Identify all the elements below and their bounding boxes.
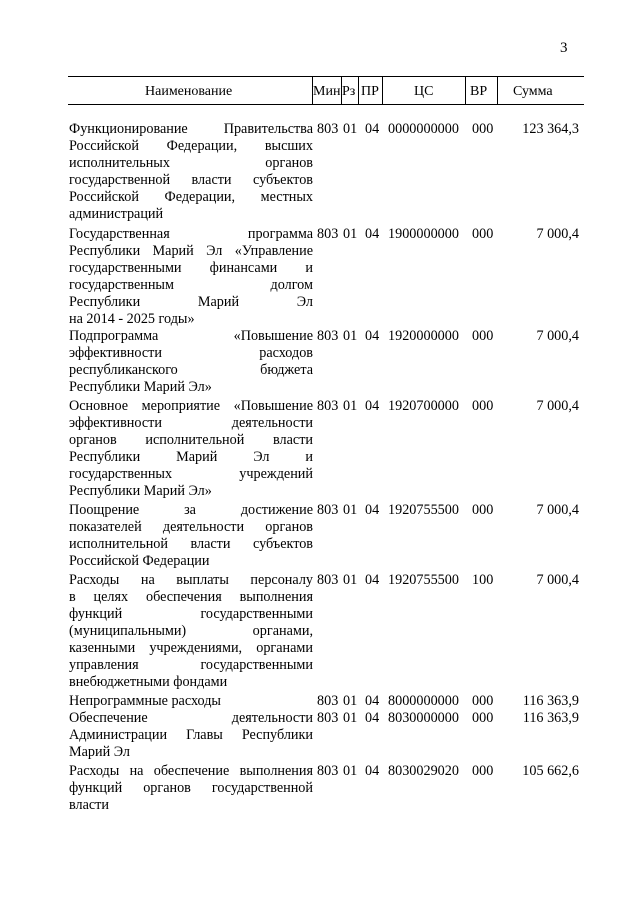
- row-name-line: государственными финансами и: [69, 260, 313, 276]
- header-sum: Сумма: [513, 84, 553, 99]
- row-vr: 100: [472, 572, 494, 588]
- row-cs: 1900000000: [388, 226, 459, 242]
- row-name-line: государственным долгом: [69, 277, 313, 293]
- row-pr: 04: [365, 710, 380, 726]
- row-min: 803: [317, 710, 339, 726]
- header-separator: [497, 76, 498, 104]
- row-name: [69, 710, 313, 761]
- row-min: 803: [317, 572, 339, 588]
- row-name-line: исполнительной власти субъектов: [69, 536, 313, 552]
- row-cs: 1920000000: [388, 328, 459, 344]
- row-cs: 8000000000: [388, 693, 459, 709]
- row-vr: 000: [472, 763, 494, 779]
- row-cs: 1920755500: [388, 502, 459, 518]
- row-pr: 04: [365, 226, 380, 242]
- row-cs: 8030000000: [388, 710, 459, 726]
- row-name-line: Основное мероприятие «Повышение: [69, 398, 313, 414]
- row-min: 803: [317, 328, 339, 344]
- row-name: [69, 398, 313, 500]
- row-name-line: Республики Марий Эл: [69, 294, 313, 310]
- header-separator: [312, 76, 313, 104]
- header-rz: Рз: [342, 84, 356, 99]
- row-sum: 7 000,4: [536, 572, 579, 588]
- row-pr: 04: [365, 121, 380, 137]
- row-name: [69, 121, 313, 223]
- row-sum: 105 662,6: [522, 763, 579, 779]
- row-name-line: Российской Федерации, местных: [69, 189, 313, 205]
- row-name-line: Непрограммные расходы: [69, 693, 221, 709]
- row-vr: 000: [472, 693, 494, 709]
- row-name-line: республиканского бюджета: [69, 362, 313, 378]
- row-rz: 01: [343, 572, 358, 588]
- row-name-line: администраций: [69, 206, 164, 222]
- row-name-line: Обеспечение деятельности: [69, 710, 313, 726]
- row-min: 803: [317, 502, 339, 518]
- row-vr: 000: [472, 710, 494, 726]
- row-name-line: казенными учреждениями, органами: [69, 640, 313, 656]
- row-name-line: Функционирование Правительства: [69, 121, 313, 137]
- row-name-line: Республики Марий Эл «Управление: [69, 243, 313, 259]
- row-pr: 04: [365, 502, 380, 518]
- table-top-rule: [68, 76, 584, 77]
- header-vr: ВР: [470, 84, 488, 99]
- row-vr: 000: [472, 502, 494, 518]
- row-min: 803: [317, 398, 339, 414]
- row-cs: 1920700000: [388, 398, 459, 414]
- row-sum: 123 364,3: [522, 121, 579, 137]
- row-name-line: эффективности расходов: [69, 345, 313, 361]
- row-name-line: власти: [69, 797, 109, 813]
- row-name-line: на 2014 - 2025 годы»: [69, 311, 195, 327]
- row-name-line: Республики Марий Эл»: [69, 379, 212, 395]
- row-cs: 8030029020: [388, 763, 459, 779]
- row-name-line: Поощрение за достижение: [69, 502, 313, 518]
- row-cs: 1920755500: [388, 572, 459, 588]
- row-name: [69, 693, 313, 710]
- row-name: [69, 226, 313, 328]
- row-name-line: Государственная программа: [69, 226, 313, 242]
- row-rz: 01: [343, 502, 358, 518]
- row-sum: 7 000,4: [536, 328, 579, 344]
- row-min: 803: [317, 763, 339, 779]
- table-header-rule: [68, 104, 584, 105]
- header-min: Мин: [313, 84, 341, 99]
- row-rz: 01: [343, 121, 358, 137]
- row-rz: 01: [343, 398, 358, 414]
- row-name-line: Администрации Главы Республики: [69, 727, 313, 743]
- row-rz: 01: [343, 226, 358, 242]
- row-name: [69, 502, 313, 570]
- row-sum: 7 000,4: [536, 226, 579, 242]
- row-name-line: Российской Федерации, высших: [69, 138, 313, 154]
- row-sum: 116 363,9: [522, 693, 579, 709]
- header-cs: ЦС: [414, 84, 434, 99]
- row-vr: 000: [472, 398, 494, 414]
- header-name: Наименование: [145, 84, 233, 99]
- row-name-line: государственных учреждений: [69, 466, 313, 482]
- header-separator: [358, 76, 359, 104]
- row-vr: 000: [472, 328, 494, 344]
- row-sum: 116 363,9: [522, 710, 579, 726]
- row-name-line: государственной власти субъектов: [69, 172, 313, 188]
- page-number: 3: [560, 40, 568, 56]
- row-name-line: показателей деятельности органов: [69, 519, 313, 535]
- row-min: 803: [317, 121, 339, 137]
- row-name-line: Подпрограмма «Повышение: [69, 328, 313, 344]
- row-name-line: эффективности деятельности: [69, 415, 313, 431]
- header-separator: [465, 76, 466, 104]
- row-name: [69, 763, 313, 814]
- header-separator: [382, 76, 383, 104]
- row-name-line: Марий Эл: [69, 744, 130, 760]
- row-name-line: органов исполнительной власти: [69, 432, 313, 448]
- row-pr: 04: [365, 763, 380, 779]
- row-rz: 01: [343, 693, 358, 709]
- row-name-line: внебюджетными фондами: [69, 674, 228, 690]
- row-name: [69, 572, 313, 691]
- row-pr: 04: [365, 328, 380, 344]
- row-name-line: Российской Федерации: [69, 553, 210, 569]
- row-rz: 01: [343, 710, 358, 726]
- row-name-line: Республики Марий Эл»: [69, 483, 212, 499]
- row-rz: 01: [343, 328, 358, 344]
- row-pr: 04: [365, 572, 380, 588]
- row-min: 803: [317, 226, 339, 242]
- row-name-line: Республики Марий Эл и: [69, 449, 313, 465]
- row-name-line: Расходы на обеспечение выполнения: [69, 763, 313, 779]
- row-sum: 7 000,4: [536, 398, 579, 414]
- row-pr: 04: [365, 693, 380, 709]
- row-name-line: функций государственными: [69, 606, 313, 622]
- row-sum: 7 000,4: [536, 502, 579, 518]
- row-min: 803: [317, 693, 339, 709]
- row-vr: 000: [472, 121, 494, 137]
- row-pr: 04: [365, 398, 380, 414]
- row-name-line: Расходы на выплаты персоналу: [69, 572, 313, 588]
- row-name-line: (муниципальными) органами,: [69, 623, 313, 639]
- row-vr: 000: [472, 226, 494, 242]
- row-name: [69, 328, 313, 396]
- header-pr: ПР: [361, 84, 379, 99]
- row-rz: 01: [343, 763, 358, 779]
- row-name-line: в целях обеспечения выполнения: [69, 589, 313, 605]
- row-name-line: исполнительных органов: [69, 155, 313, 171]
- row-name-line: функций органов государственной: [69, 780, 313, 796]
- header-separator: [341, 76, 342, 104]
- row-name-line: управления государственными: [69, 657, 313, 673]
- row-cs: 0000000000: [388, 121, 459, 137]
